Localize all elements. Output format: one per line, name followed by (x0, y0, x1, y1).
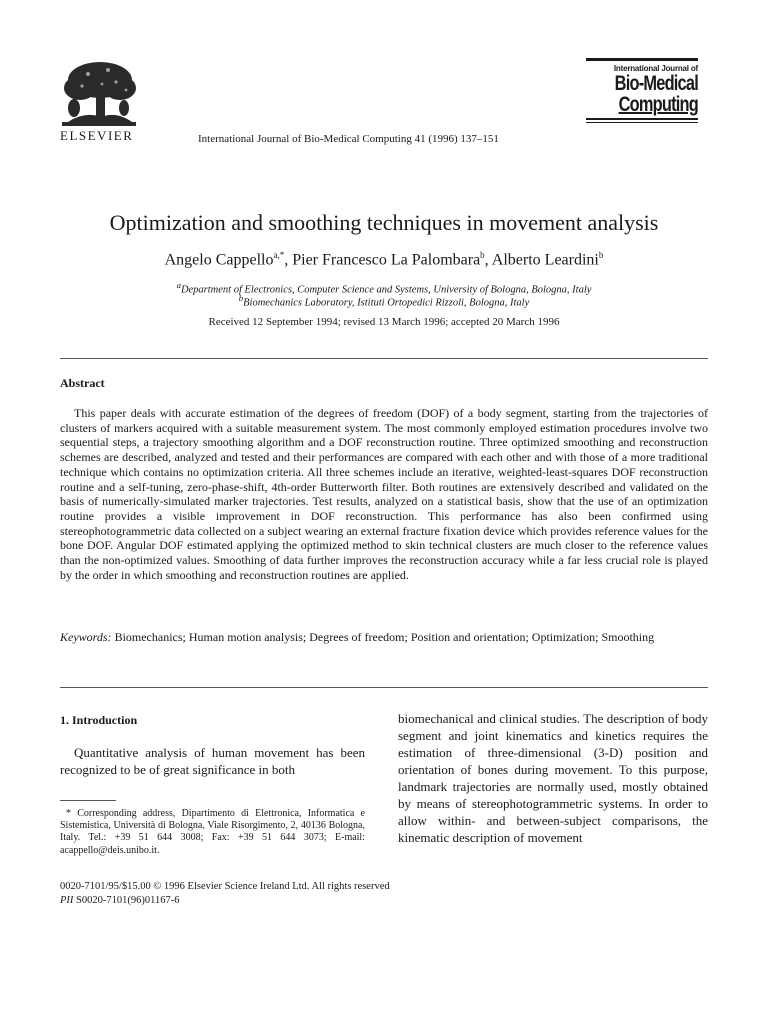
pii-value: S0020-7101(96)01167-6 (76, 895, 180, 906)
author-name: Alberto Leardini (491, 251, 599, 269)
author-mark: b (480, 250, 485, 260)
author-list: Angelo Cappello$^{a,*}$, Pier Francesco La Palombara$^b$, Alberto Leardini$^b$ (164, 250, 604, 269)
footnote-rule (60, 800, 116, 801)
journal-citation: International Journal of Bio-Medical Computing 41 (1996) 137–151 (198, 133, 499, 145)
received-dates: Received 12 September 1994; revised 13 March 1996; accepted 20 March 1996 (208, 316, 560, 328)
journal-logo-line1: Bio-Medical (614, 72, 698, 95)
divider (60, 687, 708, 688)
author-mark: b (598, 250, 604, 260)
logo-top-bar (586, 58, 698, 61)
copyright-line: 0020-7101/95/$15.00 © 1996 Elsevier Science Ireland Ltd. All rights reserved (60, 881, 390, 892)
logo-bottom-bar (586, 118, 698, 120)
body-paragraph-left: Quantitative analysis of human movement has been recognized to be of great significance in both (60, 745, 365, 777)
keywords (60, 630, 708, 645)
affiliation (0, 293, 768, 309)
corresponding-footnote: * Corresponding address, Dipartimento di Elettronica, Informatica e Sistemistica, Università di Bologna, Viale Risorgimento, 2, 40136 Bologna, Italy. Tel.: +39 51 644 3008; Fax: +39 51 644 3073; E-mail: acappello@deis.unibo.it. (60, 808, 365, 856)
abstract-heading: Abstract (60, 376, 105, 390)
affiliation-text: Biomechanics Laboratory, Istituti Ortopedici Rizzoli, Bologna, Italy (243, 297, 530, 309)
pii-line (60, 895, 179, 906)
divider (60, 358, 708, 359)
author-name: Pier Francesco La Palombara (292, 251, 481, 269)
journal-logo-line2: Computing (618, 93, 698, 116)
author-name: Angelo Cappello (164, 251, 274, 269)
journal-logo-small: International Journal of (613, 64, 698, 73)
journal-logo (586, 58, 698, 123)
affiliation-mark: b (238, 293, 244, 303)
article-title: Optimization and smoothing techniques in movement analysis (109, 210, 659, 235)
logo-bottom-bar-thin (586, 122, 698, 123)
pii-label: PII (60, 895, 74, 906)
abstract-text: This paper deals with accurate estimation of the degrees of freedom (DOF) of a body segment, starting from the trajectories of clusters of markers acquired with a suitable measurement system. The most commonly employed estimation procedures involve two sequential steps, a trajectory smoothing algorithm and a DOF reconstruction routine. Three optimized smoothing and reconstruction schemes are described, analyzed and tested and their performances are compared with each other and with those of a more traditional technique which contains no optimization criteria. All three schemes include an iterative, weighted-least-squares DOF reconstruction routine and a self-tuning, zero-phase-shift, 4th-order Butterworth filter. Both routines are extensively described and validated on the basis of numerically-simulated marker trajectories. Test results, analyzed on a statistical basis, show that the use of an optimization routine provides a visible improvement in DOF reconstruction. This performance has also been confirmed using stereophotogrammetric data collected on a subject wearing an external fracture fixation device which provides reference values for the bone DOF. Angular DOF estimated applying the optimized method to skin technical clusters are much closer to the reference values than the non-optimized values. Smoothing of data further improves the reconstruction accuracy while a far less crucial role is played by the order in which smoothing and reconstruction routines are applied. (60, 406, 708, 582)
elsevier-tree-logo (58, 58, 140, 128)
publisher-name: ELSEVIER (60, 128, 134, 143)
author-mark: a,* (273, 250, 285, 260)
affiliation-mark: a (176, 280, 181, 290)
section-heading: 1. Introduction (60, 713, 138, 727)
keywords-label: Keywords: (60, 630, 112, 644)
body-paragraph-right: biomechanical and clinical studies. The description of body segment and joint kinematics and kinetics requires the estimation of three-dimensional (3-D) position and orientation of bones during movement. To this purpose, landmark trajectories are normally used, mostly obtained by means of stereophotogrammetric systems. In order to allow within- and between-subject comparisons, the kinematic description of movement (398, 711, 708, 845)
affiliation-text: Department of Electronics, Computer Science and Systems, University of Bologna, Bologna, Italy (180, 284, 592, 296)
keywords-list: Biomechanics; Human motion analysis; Degrees of freedom; Position and orientation; Optimization; Smoothing (114, 630, 655, 644)
